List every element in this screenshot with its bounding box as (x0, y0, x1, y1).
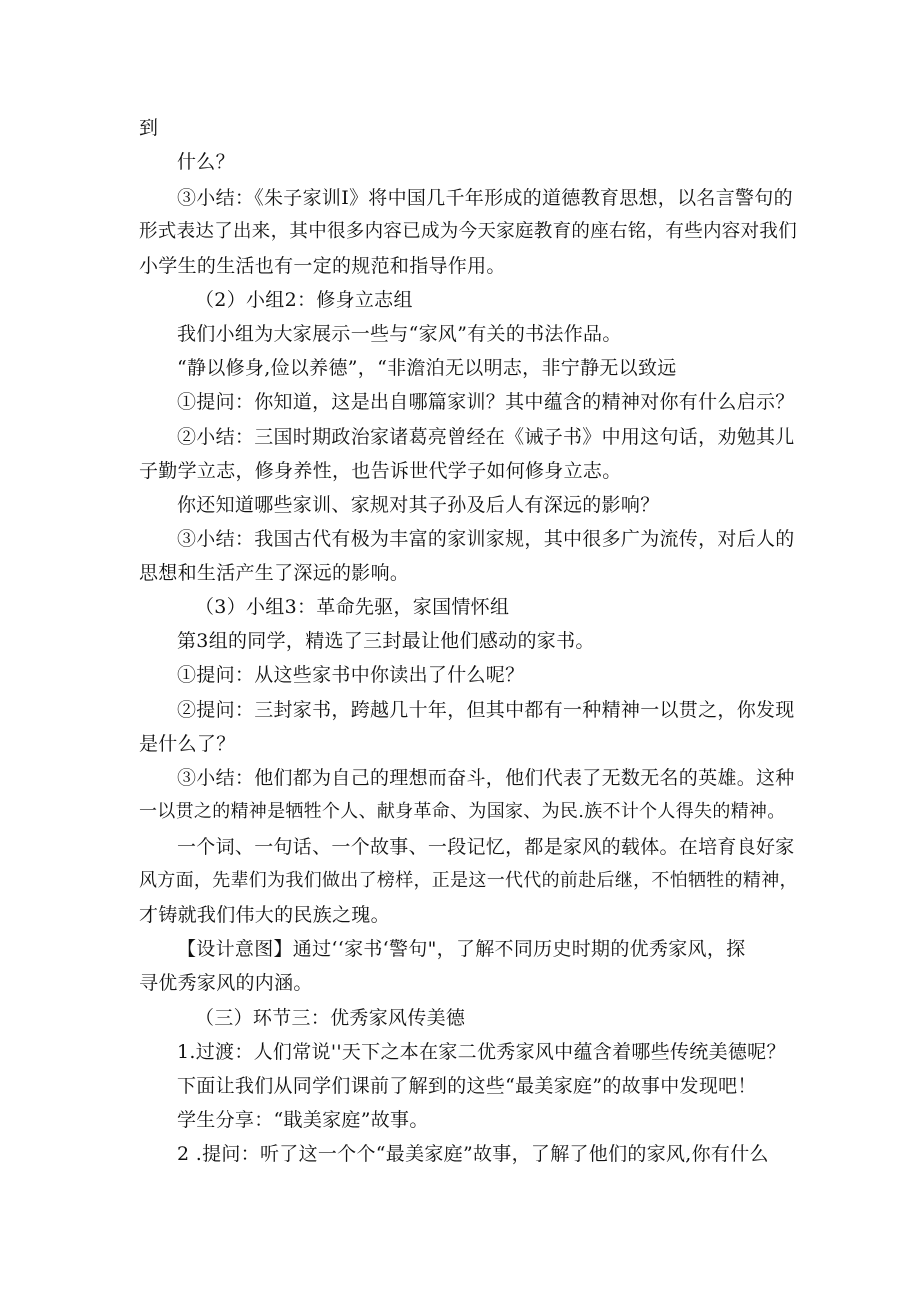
text-line: 我们小组为大家展示一些与“家风”有关的书法作品。 (177, 323, 622, 345)
text-line: ③小结：《朱子家训I》将中国几千年形成的道德教育思想，以名言警句的 (177, 187, 793, 209)
text-line: 才铸就我们伟大的民族之瑰。 (139, 904, 390, 926)
text-line: ①提问：从这些家书中你读出了什么呢？ (177, 664, 525, 686)
text-line: 到 (139, 117, 159, 139)
text-line: 什么？ (177, 151, 235, 173)
text-line: 形式表达了出来，其中很多内容已成为今天家庭教育的座右铭，有些内容对我们 (139, 221, 798, 242)
text-line: 你还知道哪些家训、家规对其子孙及后人有深远的影响？ (177, 494, 660, 516)
text-line: 寻优秀家风的内涵。 (139, 972, 313, 994)
text-line: ①提问：你知道，这是出自哪篇家训？其中蕴含的精神对你有什么启示？ (177, 391, 795, 413)
text-line: 2 .提问：听了这一个个“最美家庭”故事，了解了他们的家风,你有什么 (177, 1143, 769, 1165)
text-line: （三）环节三：优秀家风传美德 (195, 1007, 466, 1029)
text-line: ③小结：我国古代有极为丰富的家训家规，其中很多广为流传，对后人的 (177, 528, 795, 550)
text-line: （2）小组2：修身立志组 (195, 289, 413, 311)
text-line: 学生分享：“戢美家庭”故事。 (177, 1109, 429, 1131)
text-line: “静以修身,俭以养德”，“非澹泊无以明志，非宁静无以致远 (177, 357, 677, 379)
text-line: 小学生的生活也有一定的规范和指导作用。 (139, 255, 506, 277)
text-line: 下面让我们从同学们课前了解到的这些“最美家庭”的故事中发现吧！ (177, 1075, 757, 1097)
text-line: 一以贯之的精神是牺牲个人、献身革命、为国家、为民.族不计个人得失的精神。 (139, 801, 786, 822)
text-line: 一个词、一句话、一个故事、一段记忆，都是家风的载体。在培育良好家 (177, 836, 795, 858)
text-line: 风方面，先辈们为我们做出了榜样，正是这一代代的前赴后继，不怕牺牲的精神， (139, 870, 798, 891)
text-line: 【设计意图】通过‘‘家书‘警句"，了解不同历史时期的优秀家风，探 (177, 938, 746, 960)
text-line: 子勤学立志，修身养性，也告诉世代学子如何修身立志。 (139, 460, 622, 482)
text-line: 思想和生活产生了深远的影响。 (139, 562, 410, 584)
text-line: 是什么了？ (139, 733, 236, 755)
text-line: ②小结：三国时期政治家诸葛亮曾经在《诫子书》中用这句话，劝勉其儿 (177, 426, 795, 448)
text-line: ②提问：三封家书，跨越几十年，但其中都有一种精神一以贯之，你发现 (177, 699, 795, 721)
text-line: 1.过渡：人们常说''天下之本在家二优秀家风中蕴含着哪些传统美德呢？ (177, 1041, 786, 1063)
text-line: ③小结：他们都为自己的理想而奋斗，他们代表了无数无名的英雄。这种 (177, 767, 795, 789)
text-line: 第3组的同学，精选了三封最让他们感动的家书。 (177, 630, 595, 652)
text-line: （3）小组3：革命先驱，家国情怀组 (195, 596, 510, 618)
